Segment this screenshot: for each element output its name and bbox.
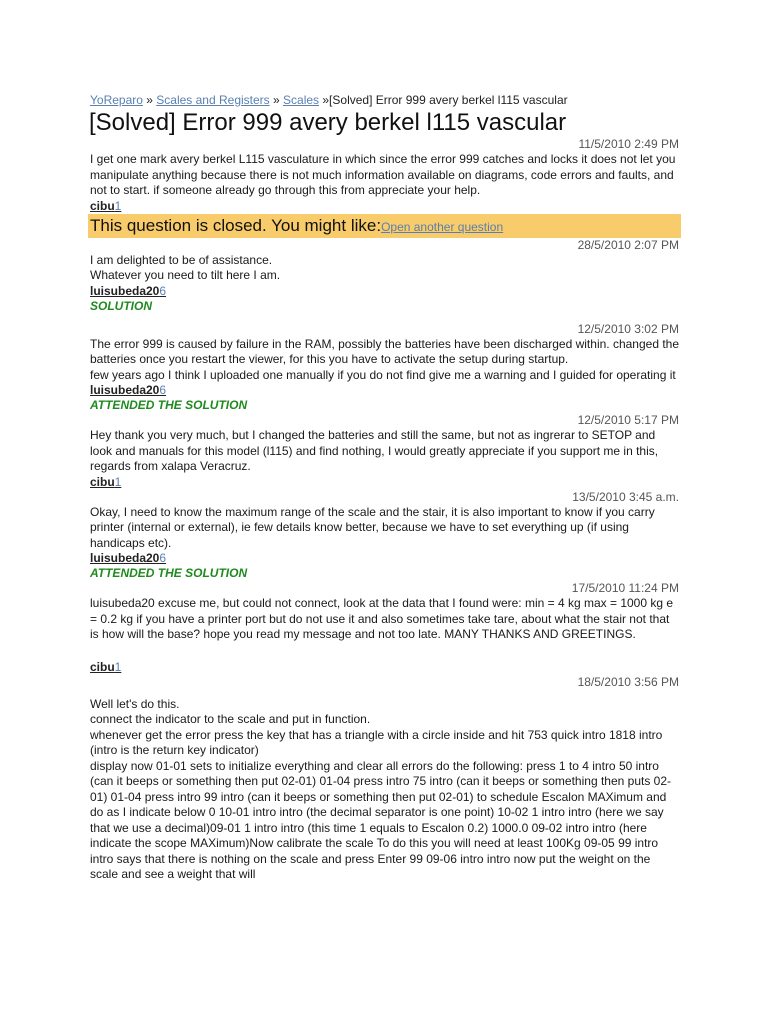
author-name: luisubeda20 <box>90 551 160 565</box>
answer-post <box>90 490 679 582</box>
post-text: Okay, I need to know the maximum range of the scale and the stair, it is also important to know if you carry printer (internal or external), ie few details know better, because we have to set everything up (if using handicaps etc). <box>90 504 655 550</box>
author-score: 1 <box>114 659 122 674</box>
post-text: whenever get the error press the key that has a triangle with a circle inside and hit 753 quick intro 1818 intro (intro is the return key indicator) <box>90 727 663 757</box>
post-date: 28/5/2010 2:07 PM <box>577 237 679 252</box>
attended-solution-badge: ATTENDED THE SOLUTION <box>90 566 248 580</box>
post-date: 12/5/2010 3:02 PM <box>577 321 679 336</box>
open-another-question-link[interactable]: Open another question <box>381 219 504 234</box>
post-text: I am delighted to be of assistance. <box>90 252 273 267</box>
post-text: The error 999 is caused by failure in the RAM, possibly the batteries have been discharged within. changed the batteries once you restart the viewer, for this you have to activate the setup during startup. <box>90 336 680 366</box>
page-content <box>90 92 679 883</box>
closed-banner <box>88 214 681 238</box>
post-text: Whatever you need to tilt here I am. <box>90 268 281 282</box>
post-date: 17/5/2010 11:24 PM <box>571 581 679 595</box>
post-text: Hey thank you very much, but I changed the batteries and still the same, but not as ingrerar to SETOP and look and manuals for this model (l115) and find nothing, I would greatly appreciate if you support me in this, regards from xalapa Veracruz. <box>90 428 659 473</box>
post-text: display now 01-01 sets to initialize everything and clear all errors do the following: press 1 to 4 intro 50 intro (can it beeps or something then put 02-01) 01-04 press intro 75 intro (can it beeps or something then puts 02-01) 01-04 press intro 99 intro (can it beeps or something then put 02-01) to schedule Escalon MAXimum and do as I indicate below 0 10-01 intro intro (the decimal separator is one point) 10-02 1 intro intro (here we say that we use a decimal)09-01 1 intro intro (this time 1 equals to Escalon 0.2) 1000.0 09-02 intro intro (here indicate the scope MAXimum)Now calibrate the scale To do this you will need at least 100Kg 09-05 99 intro intro says that there is nothing on the scale and press Enter 99 09-06 intro intro now put the weight on the scale and see a weight that will <box>90 758 672 881</box>
author-score: 6 <box>159 551 167 565</box>
post-author-link[interactable] <box>90 284 679 299</box>
post-body <box>90 596 679 643</box>
post-body <box>90 428 679 475</box>
breadcrumb-home-link[interactable]: YoReparo <box>90 93 143 107</box>
post-body <box>90 697 679 883</box>
author-score: 6 <box>159 383 167 397</box>
breadcrumb-category-link[interactable]: Scales and Registers <box>156 93 270 107</box>
post-text: connect the indicator to the scale and put in function. <box>90 712 371 726</box>
question-post <box>90 137 679 214</box>
author-name: cibu <box>90 474 115 489</box>
post-body <box>90 505 679 552</box>
author-name: cibu <box>90 659 115 674</box>
answer-post <box>90 581 679 675</box>
breadcrumb <box>90 92 679 108</box>
post-text: Well let's do this. <box>90 696 180 711</box>
page-title: [Solved] Error 999 avery berkel l115 vascular <box>89 109 567 136</box>
post-date: 12/5/2010 5:17 PM <box>577 413 679 427</box>
closed-banner-text: This question is closed. You might like: <box>90 215 382 235</box>
answer-post <box>90 322 679 414</box>
post-text: I get one mark avery berkel L115 vasculature in which since the error 999 catches and locks it does not let you manipulate anything because there is not much information available on diagrams, code errors and faults, and not to start. if someone already go through this from appreciate your help. <box>90 152 676 197</box>
solution-badge: SOLUTION <box>90 298 152 313</box>
author-score: 6 <box>159 283 167 298</box>
post-body <box>90 152 679 199</box>
post-author-link[interactable] <box>90 383 679 398</box>
post-body <box>90 253 679 284</box>
post-date: 13/5/2010 3:45 a.m. <box>572 489 679 504</box>
breadcrumb-separator: » <box>269 93 284 107</box>
post-author-link[interactable] <box>90 660 679 675</box>
post-date: 11/5/2010 2:49 PM <box>578 137 679 151</box>
author-name: luisubeda20 <box>90 283 160 298</box>
post-author-link[interactable] <box>90 551 679 566</box>
post-text: few years ago I think I uploaded one manually if you do not find give me a warning and I guided for operating it <box>90 367 676 382</box>
breadcrumb-current: »[Solved] Error 999 avery berkel l115 vascular <box>319 93 568 107</box>
post-author-link[interactable] <box>90 475 679 490</box>
post-body <box>90 337 679 384</box>
post-text: luisubeda20 excuse me, but could not connect, look at the data that I found were: min = 4 kg max = 1000 kg e = 0.2 kg if you have a printer port but do not use it and also sometimes take tare, about what the stair not that is how will the base? hope you read my message and not too late. MANY THANKS AND GREETINGS. <box>90 596 674 641</box>
answer-post <box>90 238 679 314</box>
post-date: 18/5/2010 3:56 PM <box>577 674 679 689</box>
attended-solution-badge: ATTENDED THE SOLUTION <box>90 398 248 412</box>
author-name: luisubeda20 <box>90 383 160 397</box>
breadcrumb-separator: » <box>142 93 157 107</box>
breadcrumb-subcategory-link[interactable]: Scales <box>283 93 320 107</box>
author-score: 1 <box>114 474 122 489</box>
post-author-link[interactable] <box>90 199 679 214</box>
author-name: cibu <box>90 198 115 213</box>
author-score: 1 <box>114 198 122 213</box>
answer-post <box>90 413 679 490</box>
answer-post <box>90 675 679 883</box>
